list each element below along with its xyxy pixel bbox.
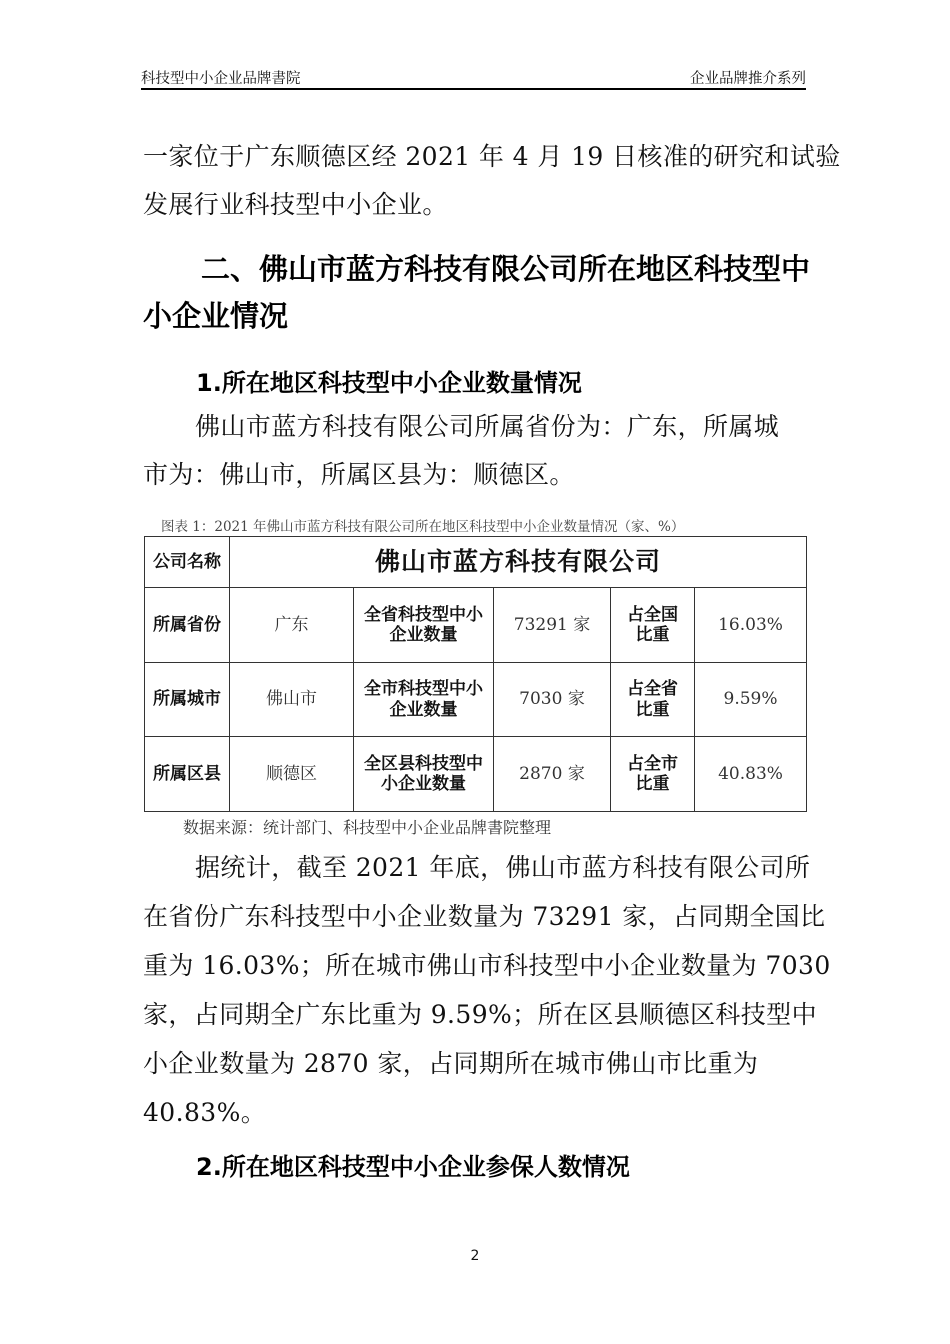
table-caption: 图表 1：2021 年佛山市蓝方科技有限公司所在地区科技型中小企业数量情况（家、%） bbox=[161, 519, 685, 535]
row-count: 2870 家 bbox=[494, 737, 611, 812]
intro-line-1: 一家位于广东顺德区经 2021 年 4 月 19 日核准的研究和试验 bbox=[143, 142, 841, 171]
intro-line-2: 发展行业科技型中小企业。 bbox=[143, 190, 448, 219]
company-name: 佛山市蓝方科技有限公司 bbox=[230, 537, 807, 588]
row-count-label: 全市科技型中小企业数量 bbox=[354, 663, 494, 737]
table-row-company bbox=[145, 537, 807, 588]
data-source-note: 数据来源：统计部门、科技型中小企业品牌書院整理 bbox=[183, 818, 552, 837]
row-share-label: 占全国比重 bbox=[611, 588, 695, 663]
header-divider bbox=[141, 88, 806, 90]
enterprise-count-table bbox=[144, 536, 807, 812]
subsection-1-line-2: 市为：佛山市，所属区县为：顺德区。 bbox=[143, 460, 575, 489]
row-share-label: 占全省比重 bbox=[611, 663, 695, 737]
row-region: 佛山市 bbox=[230, 663, 354, 737]
row-count: 73291 家 bbox=[494, 588, 611, 663]
row-region: 广东 bbox=[230, 588, 354, 663]
row-share: 40.83% bbox=[695, 737, 807, 812]
page-number: 2 bbox=[470, 1248, 480, 1264]
summary-line-1: 据统计，截至 2021 年底，佛山市蓝方科技有限公司所 bbox=[195, 853, 811, 882]
subsection-1-line-1: 佛山市蓝方科技有限公司所属省份为：广东，所属城 bbox=[195, 412, 780, 441]
row-count: 7030 家 bbox=[494, 663, 611, 737]
row-label: 所属城市 bbox=[145, 663, 230, 737]
summary-line-5: 小企业数量为 2870 家，占同期所在城市佛山市比重为 bbox=[143, 1049, 759, 1078]
table-row bbox=[145, 588, 807, 663]
row-label: 所属区县 bbox=[145, 737, 230, 812]
summary-line-6: 40.83%。 bbox=[143, 1098, 267, 1127]
summary-line-3: 重为 16.03%；所在城市佛山市科技型中小企业数量为 7030 bbox=[143, 951, 831, 980]
summary-line-2: 在省份广东科技型中小企业数量为 73291 家，占同期全国比 bbox=[143, 902, 826, 931]
row-share: 16.03% bbox=[695, 588, 807, 663]
table-row bbox=[145, 737, 807, 812]
section-2-title-line-1: 二、佛山市蓝方科技有限公司所在地区科技型中 bbox=[201, 252, 811, 286]
section-2-title-line-2: 小企业情况 bbox=[143, 299, 289, 333]
header-right-title: 企业品牌推介系列 bbox=[690, 71, 806, 87]
subsection-1-title: 1.所在地区科技型中小企业数量情况 bbox=[196, 369, 582, 397]
row-share: 9.59% bbox=[695, 663, 807, 737]
row-share-label: 占全市比重 bbox=[611, 737, 695, 812]
company-label: 公司名称 bbox=[145, 537, 230, 588]
summary-line-4: 家，占同期全广东比重为 9.59%；所在区县顺德区科技型中 bbox=[143, 1000, 817, 1029]
table-row bbox=[145, 663, 807, 737]
header-left-title: 科技型中小企业品牌書院 bbox=[141, 71, 301, 87]
row-label: 所属省份 bbox=[145, 588, 230, 663]
subsection-2-title: 2.所在地区科技型中小企业参保人数情况 bbox=[196, 1153, 630, 1181]
row-region: 顺德区 bbox=[230, 737, 354, 812]
row-count-label: 全区县科技型中小企业数量 bbox=[354, 737, 494, 812]
row-count-label: 全省科技型中小企业数量 bbox=[354, 588, 494, 663]
